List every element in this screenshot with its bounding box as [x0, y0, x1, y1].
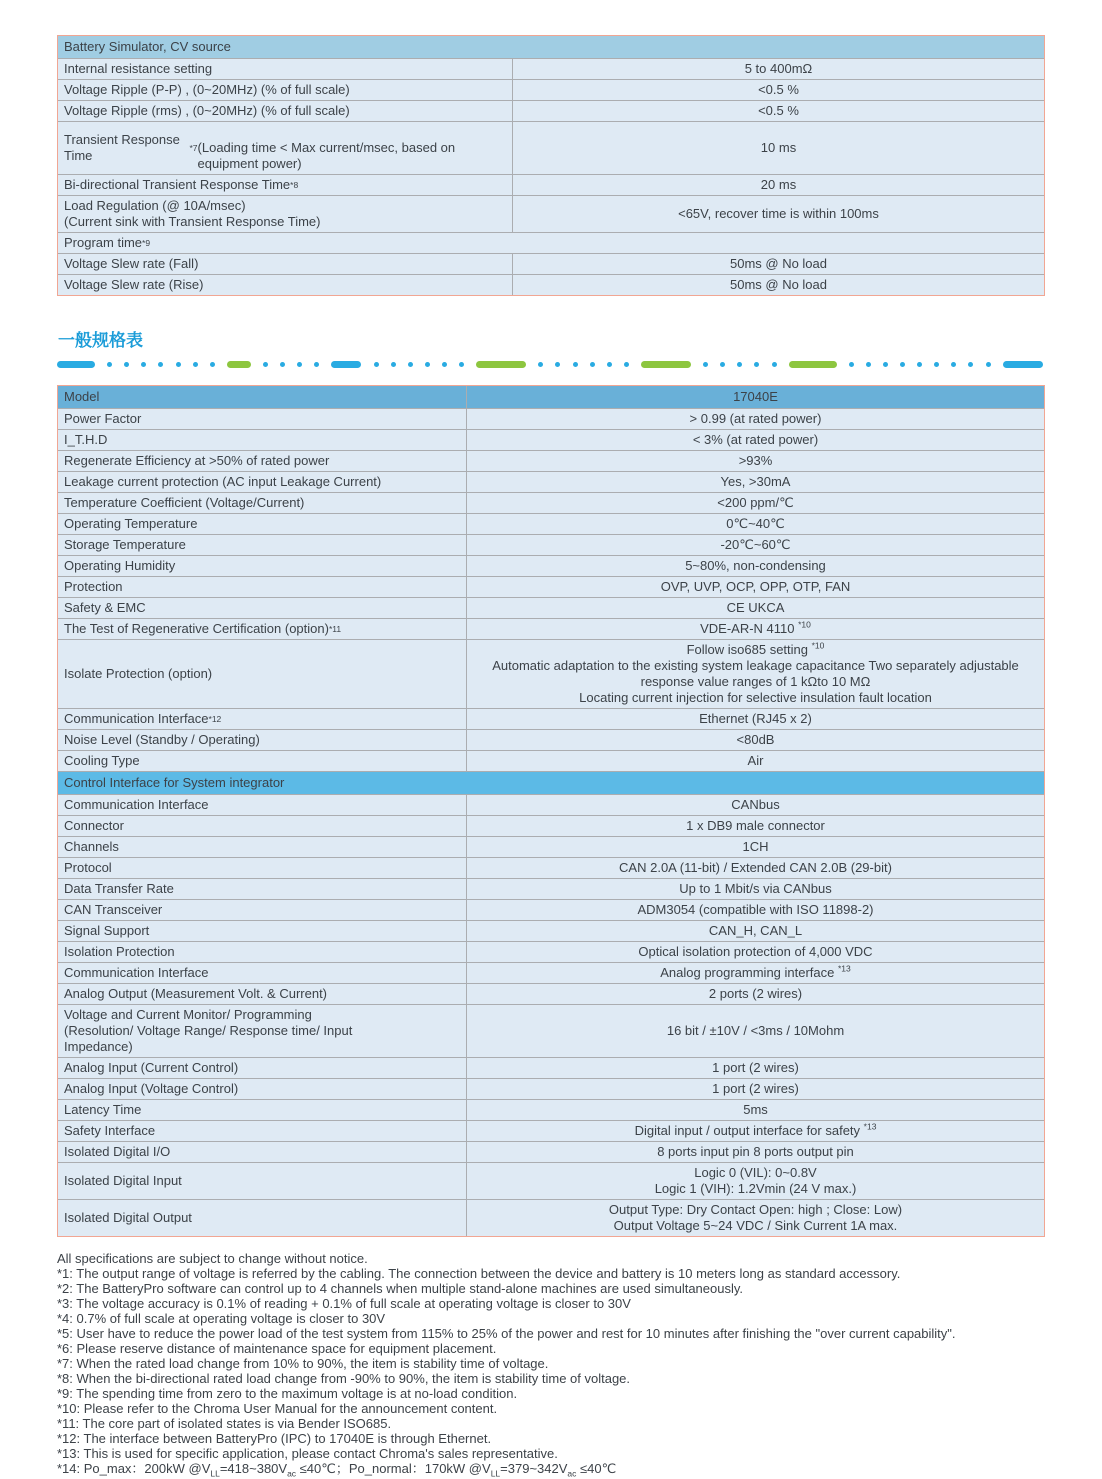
spec-row	[58, 1005, 1044, 1058]
spec-value: CAN 2.0A (11-bit) / Extended CAN 2.0B (29-bit)	[619, 860, 892, 875]
divider-dot	[607, 362, 612, 367]
spec-row	[58, 122, 1044, 175]
spec-row	[58, 175, 1044, 196]
spec-value: 1 port (2 wires)	[712, 1060, 799, 1075]
divider-dot	[934, 362, 939, 367]
footnote-line: *9: The spending time from zero to the maximum voltage is at no-load condition.	[57, 1386, 518, 1401]
divider-dot	[210, 362, 215, 367]
section-title: 一般规格表	[58, 331, 143, 350]
divider-dot	[703, 362, 708, 367]
spec-value: CE UKCA	[726, 600, 785, 615]
divider-dot	[176, 362, 181, 367]
subscript-text: ac	[287, 1468, 297, 1479]
spec-value: Air	[747, 753, 764, 768]
spec-value: <65V, recover time is within 100ms	[678, 206, 879, 221]
divider-dash	[789, 361, 837, 368]
subscript-text: LL	[490, 1468, 501, 1479]
spec-value: CAN_H, CAN_L	[708, 923, 803, 938]
divider-dot	[624, 362, 629, 367]
subscript-text: LL	[210, 1468, 220, 1479]
divider-dot	[459, 362, 464, 367]
table-section-header-row	[58, 772, 1044, 795]
spec-row	[58, 921, 1044, 942]
divider-dot	[193, 362, 198, 367]
divider-dot	[866, 362, 871, 367]
divider-dot	[968, 362, 973, 367]
spec-row	[58, 233, 1044, 254]
footnote-line: *13: This is used for specific application, please contact Chroma's sales representative.	[57, 1446, 558, 1461]
spec-label: Isolate Protection (option)	[58, 640, 467, 708]
divider-dot	[573, 362, 578, 367]
footnote-marker: *10	[811, 640, 825, 651]
subscript-text: ac	[567, 1468, 577, 1479]
spec-label: Program time *9	[64, 235, 151, 250]
spec-label: Operating Temperature	[58, 514, 467, 534]
divider-dash	[1003, 361, 1043, 368]
battery-simulator-table-header-row	[58, 36, 1044, 59]
spec-row	[58, 837, 1044, 858]
divider-dot	[442, 362, 447, 367]
spec-row	[58, 451, 1044, 472]
spec-row	[58, 963, 1044, 984]
model-header-row	[58, 386, 1044, 409]
divider-dot	[107, 362, 112, 367]
general-spec-table-body	[58, 409, 1044, 1236]
footnote-line: *10: Please refer to the Chroma User Manual for the announcement content.	[57, 1401, 498, 1416]
divider-dot	[425, 362, 430, 367]
general-spec-table	[57, 385, 1045, 1237]
spec-value: < 3% (at rated power)	[692, 432, 819, 447]
footnote-line: All specifications are subject to change without notice.	[57, 1251, 368, 1266]
divider-dot	[297, 362, 302, 367]
divider-dash	[227, 361, 251, 368]
spec-label: Signal Support	[58, 921, 467, 941]
spec-row	[58, 556, 1044, 577]
divider-dot	[720, 362, 725, 367]
spec-row	[58, 598, 1044, 619]
model-header-value: 17040E	[733, 389, 778, 404]
footnote-line: *3: The voltage accuracy is 0.1% of reading + 0.1% of full scale at operating voltage is closer to 30V	[57, 1296, 631, 1311]
footnote-line: *8: When the bi-directional rated load change from -90% to 90%, the item is stability time of voltage.	[57, 1371, 631, 1386]
footnote-line: *12: The interface between BatteryPro (IPC) to 17040E is through Ethernet.	[57, 1431, 492, 1446]
spec-row	[58, 1163, 1044, 1200]
spec-value: 20 ms	[760, 177, 797, 192]
footnote-line: *2: The BatteryPro software can control up to 4 channels when multiple stand-alone machines are used simultaneously.	[57, 1281, 744, 1296]
spec-label: Isolated Digital Output	[58, 1200, 467, 1236]
divider-dot	[374, 362, 379, 367]
divider-dot	[391, 362, 396, 367]
spec-value: Digital input / output interface for safety $^{*13}$	[634, 1121, 877, 1138]
footnote-line: *11: The core part of isolated states is via Bender ISO685.	[57, 1416, 392, 1431]
divider-dot	[158, 362, 163, 367]
spec-row	[58, 514, 1044, 535]
spec-label: Power Factor	[58, 409, 467, 429]
divider-dot	[263, 362, 268, 367]
divider-dot	[124, 362, 129, 367]
footnotes	[57, 1251, 1045, 1479]
spec-label: Cooling Type	[58, 751, 467, 771]
spec-value: > 0.99 (at rated power)	[689, 411, 822, 426]
spec-value: Follow iso685 setting $^{*10}$ Automatic adaptation to the existing system leakage capacitance Two separately adjustable response value ranges of 1 kΩto 10 MΩ Locating current injection for selective insulation fault location	[492, 640, 1019, 705]
spec-row	[58, 493, 1044, 514]
spec-value: Optical isolation protection of 4,000 VDC	[638, 944, 873, 959]
spec-label: Voltage Slew rate (Rise)	[58, 275, 513, 295]
divider-dot	[772, 362, 777, 367]
spec-value: 50ms @ No load	[729, 277, 828, 292]
footnote-line: *7: When the rated load change from 10% to 90%, the item is stability time of voltage.	[57, 1356, 549, 1371]
spec-value: <200 ppm/℃	[717, 495, 794, 510]
divider-dot	[917, 362, 922, 367]
spec-value: 16 bit / ±10V / <3ms / 10Mohm	[666, 1023, 845, 1038]
divider-dot	[849, 362, 854, 367]
divider-dash	[641, 361, 691, 368]
spec-label: Latency Time	[58, 1100, 467, 1120]
spec-label: I_T.H.D	[58, 430, 467, 450]
footnote-line: *4: 0.7% of full scale at operating voltage is closer to 30V	[57, 1311, 386, 1326]
spec-label: Communication Interface	[58, 795, 467, 815]
spec-label: The Test of Regenerative Certification (option) *11	[58, 619, 467, 639]
spec-row	[58, 795, 1044, 816]
spec-label: Voltage and Current Monitor/ Programming (Resolution/ Voltage Range/ Response time/ Input Impedance)	[58, 1005, 467, 1057]
divider-dash	[57, 361, 95, 368]
divider-dot	[754, 362, 759, 367]
spec-label: Voltage Ripple (P-P) , (0~20MHz) (% of full scale)	[58, 80, 513, 100]
spec-value: 1 port (2 wires)	[712, 1081, 799, 1096]
spec-row	[58, 709, 1044, 730]
spec-label: Storage Temperature	[58, 535, 467, 555]
spec-row	[58, 900, 1044, 921]
divider-dot	[951, 362, 956, 367]
footnote-line: *1: The output range of voltage is referred by the cabling. The connection between the device and battery is 10 meters long as standard accessory.	[57, 1266, 901, 1281]
spec-value: 5 to 400mΩ	[744, 61, 813, 76]
spec-value: VDE-AR-N 4110 $^{*10}$	[700, 619, 811, 636]
spec-row	[58, 80, 1044, 101]
spec-value: Yes, >30mA	[720, 474, 791, 489]
spec-label: Regenerate Efficiency at >50% of rated power	[58, 451, 467, 471]
spec-label: Analog Input (Current Control)	[58, 1058, 467, 1078]
footnote-line: *5: User have to reduce the power load of the test system from 115% to 25% of the power and rest for 10 minutes after finishing the "over current capability".	[57, 1326, 956, 1341]
spec-row	[58, 879, 1044, 900]
divider-dot	[555, 362, 560, 367]
spec-label: Data Transfer Rate	[58, 879, 467, 899]
spec-label: Channels	[58, 837, 467, 857]
spec-row	[58, 858, 1044, 879]
spec-value: 5ms	[743, 1102, 768, 1117]
spec-value: 0℃~40℃	[726, 516, 785, 531]
spec-label: Safety Interface	[58, 1121, 467, 1141]
spec-row	[58, 1200, 1044, 1236]
spec-row	[58, 430, 1044, 451]
spec-row	[58, 577, 1044, 598]
spec-row	[58, 984, 1044, 1005]
spec-row	[58, 1100, 1044, 1121]
spec-value: <0.5 %	[758, 103, 799, 118]
spec-row	[58, 816, 1044, 837]
spec-label: Noise Level (Standby / Operating)	[58, 730, 467, 750]
spec-value: >93%	[738, 453, 773, 468]
divider-dot	[900, 362, 905, 367]
spec-value: 10 ms	[760, 140, 797, 155]
spec-label: Safety & EMC	[58, 598, 467, 618]
spec-value: Analog programming interface $^{*13}$	[660, 963, 851, 980]
spec-label: Internal resistance setting	[58, 59, 513, 79]
spec-row	[58, 942, 1044, 963]
spec-row	[58, 472, 1044, 493]
spec-label: Isolated Digital I/O	[58, 1142, 467, 1162]
spec-row	[58, 1142, 1044, 1163]
spec-row	[58, 535, 1044, 556]
spec-value: 50ms @ No load	[729, 256, 828, 271]
spec-row	[58, 730, 1044, 751]
spec-label: Communication Interface *12	[58, 709, 467, 729]
divider-dot	[141, 362, 146, 367]
divider-dot	[737, 362, 742, 367]
spec-label: Bi-directional Transient Response Time *8	[58, 175, 513, 195]
spec-row	[58, 1079, 1044, 1100]
footnote-marker: *13	[838, 963, 851, 974]
spec-value: OVP, UVP, OCP, OPP, OTP, FAN	[660, 579, 851, 594]
spec-label: CAN Transceiver	[58, 900, 467, 920]
divider-dot	[883, 362, 888, 367]
divider-dot	[280, 362, 285, 367]
spec-label: Communication Interface	[58, 963, 467, 983]
spec-value: Logic 0 (VIL): 0~0.8V Logic 1 (VIH): 1.2Vmin (24 V max.)	[654, 1165, 857, 1196]
battery-simulator-table	[57, 35, 1045, 296]
spec-label: Voltage Ripple (rms) , (0~20MHz) (% of full scale)	[58, 101, 513, 121]
divider-dot	[538, 362, 543, 367]
spec-value: CANbus	[731, 797, 780, 812]
spec-row	[58, 409, 1044, 430]
spec-row	[58, 619, 1044, 640]
spec-label: Analog Output (Measurement Volt. & Current)	[58, 984, 467, 1004]
footnote-line: *14: Po_max：200kW $@V_{LL}=418\sim 380V_{ac}$ ≤40℃；Po_normal：170kW $@V_{LL}=379\sim 342V_{ac}$ ≤40℃	[57, 1461, 617, 1479]
divider-dash	[331, 361, 361, 368]
divider-dot	[314, 362, 319, 367]
divider-dash	[476, 361, 526, 368]
divider-dot	[986, 362, 991, 367]
spec-label: Protocol	[58, 858, 467, 878]
spec-row	[58, 254, 1044, 275]
spec-row	[58, 101, 1044, 122]
spec-row	[58, 275, 1044, 295]
model-header-label: Model	[58, 386, 467, 408]
spec-label: Voltage Slew rate (Fall)	[58, 254, 513, 274]
spec-row	[58, 59, 1044, 80]
spec-label: Isolation Protection	[58, 942, 467, 962]
spec-value: Up to 1 Mbit/s via CANbus	[679, 881, 832, 896]
divider-dot	[408, 362, 413, 367]
spec-label: Control Interface for System integrator	[64, 775, 285, 790]
spec-value: <80dB	[736, 732, 775, 747]
footnote-line: *6: Please reserve distance of maintenance space for equipment placement.	[57, 1341, 497, 1356]
spec-value: -20℃~60℃	[720, 537, 791, 552]
spec-label: Leakage current protection (AC input Leakage Current)	[58, 472, 467, 492]
footnote-marker: *13	[863, 1121, 877, 1132]
spec-row	[58, 640, 1044, 709]
spec-label: Load Regulation (@ 10A/msec) (Current sink with Transient Response Time)	[58, 196, 513, 232]
spec-value: 8 ports input pin 8 ports output pin	[657, 1144, 854, 1159]
divider-dot	[590, 362, 595, 367]
spec-value: Output Type: Dry Contact Open: high ; Close: Low) Output Voltage 5~24 VDC / Sink Current 1A max.	[608, 1202, 903, 1233]
spec-label: Connector	[58, 816, 467, 836]
spec-value: 1CH	[742, 839, 769, 854]
spec-label: Protection	[58, 577, 467, 597]
spec-row	[58, 751, 1044, 772]
spec-value: <0.5 %	[758, 82, 799, 97]
spec-label: Analog Input (Voltage Control)	[58, 1079, 467, 1099]
section-divider	[57, 360, 1043, 368]
spec-value: Ethernet (RJ45 x 2)	[699, 711, 812, 726]
spec-value: ADM3054 (compatible with ISO 11898-2)	[637, 902, 874, 917]
battery-simulator-table-body	[58, 59, 1044, 295]
spec-label: Transient Response Time *7 (Loading time < Max current/msec, based on equipment power)	[58, 122, 513, 174]
table-header-label: Battery Simulator, CV source	[64, 39, 231, 54]
spec-label: Temperature Coefficient (Voltage/Current)	[58, 493, 467, 513]
spec-value: 1 x DB9 male connector	[686, 818, 825, 833]
spec-row	[58, 1121, 1044, 1142]
spec-row	[58, 1058, 1044, 1079]
spec-value: 5~80%, non-condensing	[685, 558, 826, 573]
spec-row	[58, 196, 1044, 233]
spec-label: Isolated Digital Input	[58, 1163, 467, 1199]
spec-label: Operating Humidity	[58, 556, 467, 576]
spec-value: 2 ports (2 wires)	[708, 986, 803, 1001]
footnote-marker: *10	[798, 619, 811, 630]
